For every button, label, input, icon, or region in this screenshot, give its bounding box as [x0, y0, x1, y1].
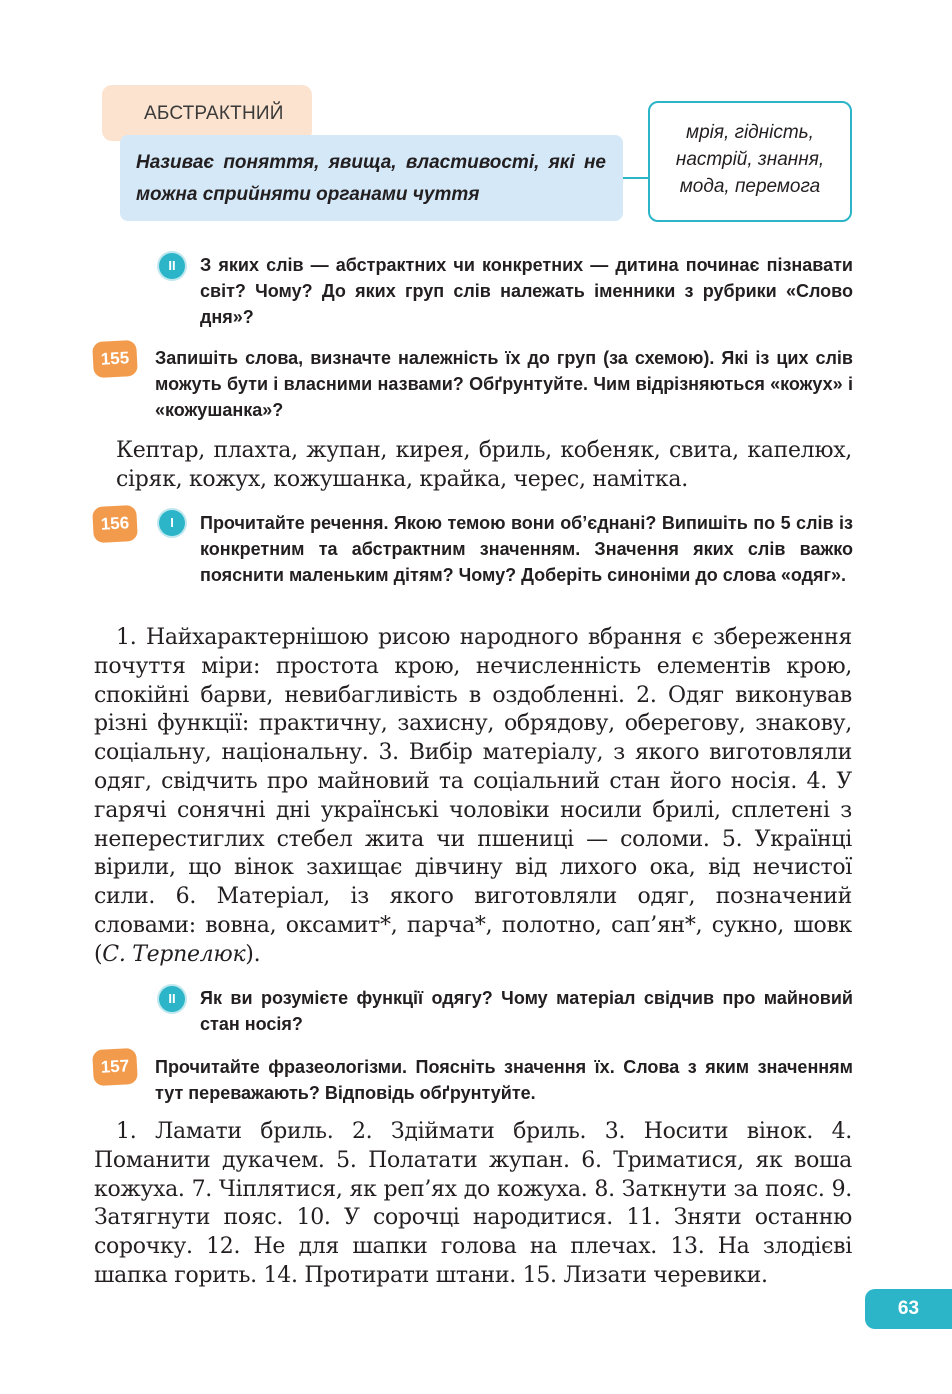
examples-text: [650, 119, 850, 200]
question-text: З яких слів — абстрактних чи конкретних — дитина починає пізнавати світ? Чому? До яких груп слів належать іменники з рубрики «Слово дня»?: [200, 255, 853, 327]
exercise-text: 1. Ламати бриль. 2. Здіймати бриль. 3. Носити вінок. 4. Поманити дукачем. 5. Полатати жупан. 6. Триматися, як воша кожуха. 7. Чіплятися, як реп’ях до кожуха. 8. Заткнути за пояс. 9. Затягнути пояс. 10. У сорочці народитися. 11. Зняти останню сорочку. 12. Не для шапки голова на плечах. 13. На злодієві шапка горить. 14. Протирати штани. 15. Лизати черевики.: [94, 1119, 852, 1288]
definition-box: [120, 135, 623, 221]
category-tag-label: АБСТРАКТНИЙ: [144, 103, 284, 124]
exercise-task: Прочитайте речення. Якою темою вони об’єднані? Випишіть по 5 слів із конкретним та абстрактним значенням. Значення яких слів важко пояснити маленьким дітям? Чому? Доберіть синоніми до слова «одяг».: [200, 513, 853, 585]
level-badge: II: [159, 253, 185, 279]
examples-box: [648, 101, 852, 222]
exercise-text-main: 1. Найхарактернішою рисою народного вбрання є збереження почуття міри: простота крою, нечисленність елементів крою, спокійні барви, невибагливість в оздобленні. 2. Одяг виконував різні функції: практичну, захисну, обрядову, оберегову, знакову, соціальну, національну. 3. Вибір матеріалу, з якого виготовляли одяг, свідчить про майновий та соціальний стан його носія. 4. У гарячі сонячні дні українські чоловіки носили брилі, сплетені з неперестиглих стебел жита чи пшениці — соломи. 5. Українці вірили, що вінок захищає дівчину від лихого ока, від нечистої сили. 6. Матеріал, із якого виготовляли одяг, позначений словами: вовна, оксамит*, парча*, полотно, сап’ян*, сукно, шовк (: [94, 625, 852, 967]
examples-line: настрій, знання,: [675, 149, 825, 170]
exercise-text-end: ).: [245, 941, 261, 967]
level-badge: II: [159, 986, 185, 1012]
definition-text: Називає поняття, явища, властивості, які не можна сприйняти органами чуття: [136, 152, 606, 205]
exercise-number-badge: 155: [92, 340, 138, 378]
exercise-text: [94, 624, 852, 970]
exercise-task: Запишіть слова, визначте належність їх до груп (за схемою). Які із цих слів можуть бути і власними назвами? Обґрунтуйте. Чим відрізняються «кожух» і «кожушанка»?: [155, 348, 853, 420]
examples-line: мода, перемога: [679, 176, 821, 197]
page-number: 63: [865, 1289, 952, 1329]
level-badge: I: [159, 510, 185, 536]
category-tag: [102, 85, 312, 141]
exercise-text: Кептар, плахта, жупан, кирея, бриль, кобеняк, свита, капелюх, сіряк, кожух, кожушанка, крайка, черес, намітка.: [116, 438, 852, 492]
exercise-task: Прочитайте фразеологізми. Поясніть значення їх. Слова з яким значенням тут переважають? Відповідь обґрунтуйте.: [155, 1057, 853, 1103]
exercise-number-badge: 156: [92, 505, 138, 543]
source-author: С. Терпелюк: [102, 941, 246, 967]
examples-line: мрія, гідність,: [686, 122, 814, 143]
connector-line: [623, 177, 649, 179]
question-text: Як ви розумієте функції одягу? Чому матеріал свідчив про майновий стан носія?: [200, 988, 853, 1034]
exercise-number-badge: 157: [92, 1048, 138, 1086]
